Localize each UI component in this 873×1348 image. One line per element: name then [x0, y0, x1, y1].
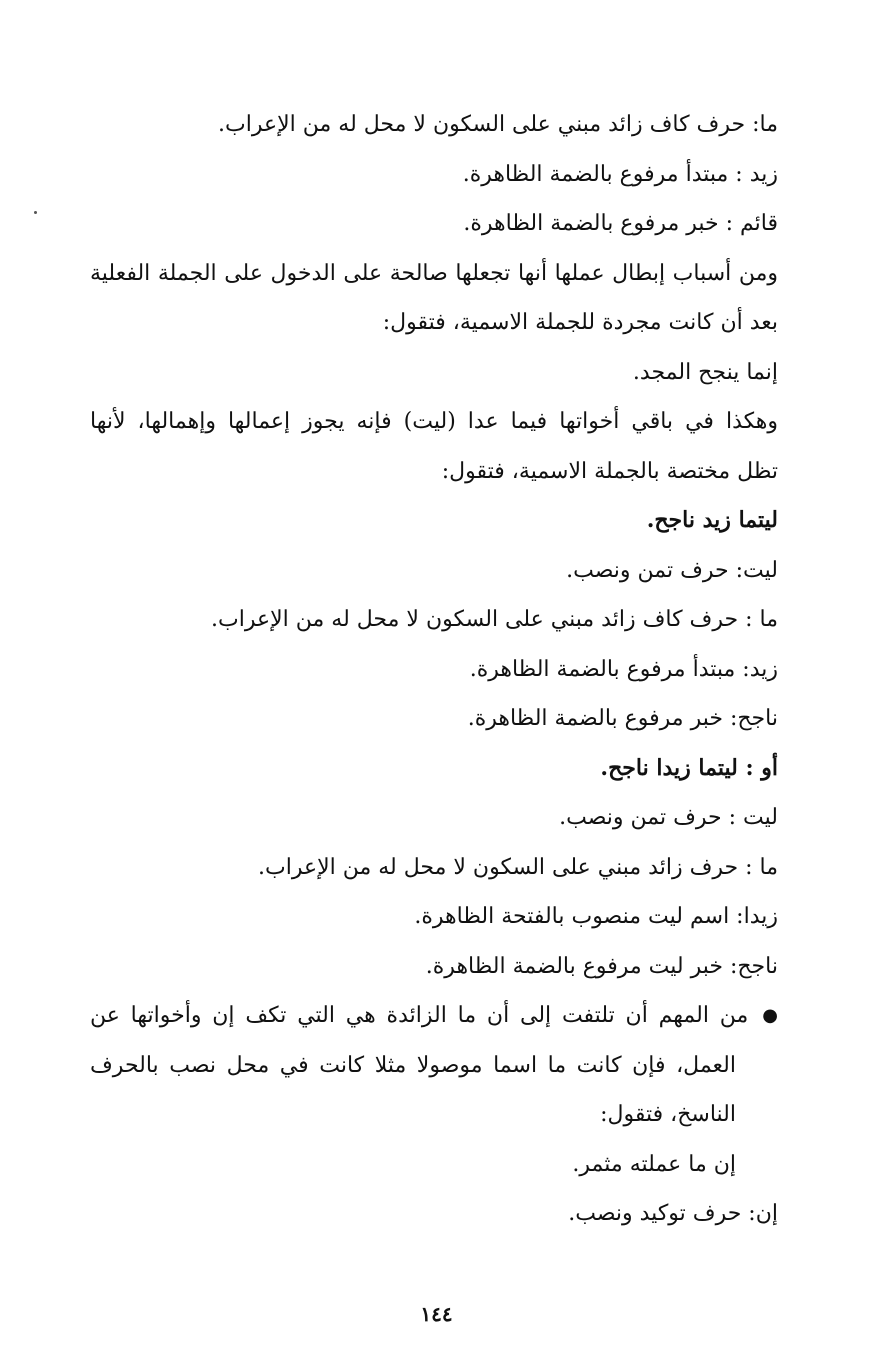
text-line: ما : حرف كاف زائد مبني على السكون لا محل له من الإعراب. [211, 607, 778, 632]
text-line: ليت : حرف تمن ونصب. [559, 805, 778, 830]
text-line: وهكذا في باقي أخواتها فيما عدا (ليت) فإنه يجوز إعمالها وإهمالها، لأنها [90, 409, 778, 434]
example-sentence: إن ما عملته مثمر. [572, 1151, 736, 1177]
text-line: ناجح: خبر ليت مرفوع بالضمة الظاهرة. [425, 953, 778, 979]
page-number: ١٤٤ [420, 1302, 453, 1326]
text-line: الناسخ، فتقول: [600, 1102, 736, 1127]
page-body [90, 100, 778, 1239]
text-line: تظل مختصة بالجملة الاسمية، فتقول: [441, 458, 778, 484]
text-line: زيدا: اسم ليت منصوب بالفتحة الظاهرة. [414, 904, 778, 929]
example-sentence: أو : ليتما زيدا ناجح. [600, 754, 778, 781]
text-line: ليت: حرف تمن ونصب. [566, 557, 778, 583]
text-line: ما: حرف كاف زائد مبني على السكون لا محل له من الإعراب. [218, 112, 778, 137]
bullet-note-text: من المهم أن تلتفت إلى أن ما الزائدة هي التي تكف إن وأخواتها عن [90, 1003, 749, 1028]
text-line: قائم : خبر مرفوع بالضمة الظاهرة. [463, 211, 778, 236]
text-line: ما : حرف زائد مبني على السكون لا محل له من الإعراب. [258, 854, 778, 880]
text-line: زيد: مبتدأ مرفوع بالضمة الظاهرة. [469, 656, 778, 682]
text-line: إن: حرف توكيد ونصب. [568, 1201, 778, 1226]
example-sentence: ليتما زيد ناجح. [646, 507, 778, 533]
text-line: إنما ينجح المجد. [632, 359, 778, 385]
bullet-note [90, 991, 778, 1041]
bullet-icon: ● [762, 1005, 778, 1026]
text-line: بعد أن كانت مجردة للجملة الاسمية، فتقول: [382, 310, 778, 335]
text-line: زيد : مبتدأ مرفوع بالضمة الظاهرة. [462, 161, 778, 187]
text-line: العمل، فإن كانت ما اسما موصولا مثلا كانت في محل نصب بالحرف [90, 1052, 736, 1078]
text-line: ومن أسباب إبطال عملها أنها تجعلها صالحة على الدخول على الجملة الفعلية [90, 260, 778, 286]
text-line: ناجح: خبر مرفوع بالضمة الظاهرة. [467, 706, 778, 731]
speck-mark [34, 211, 37, 214]
